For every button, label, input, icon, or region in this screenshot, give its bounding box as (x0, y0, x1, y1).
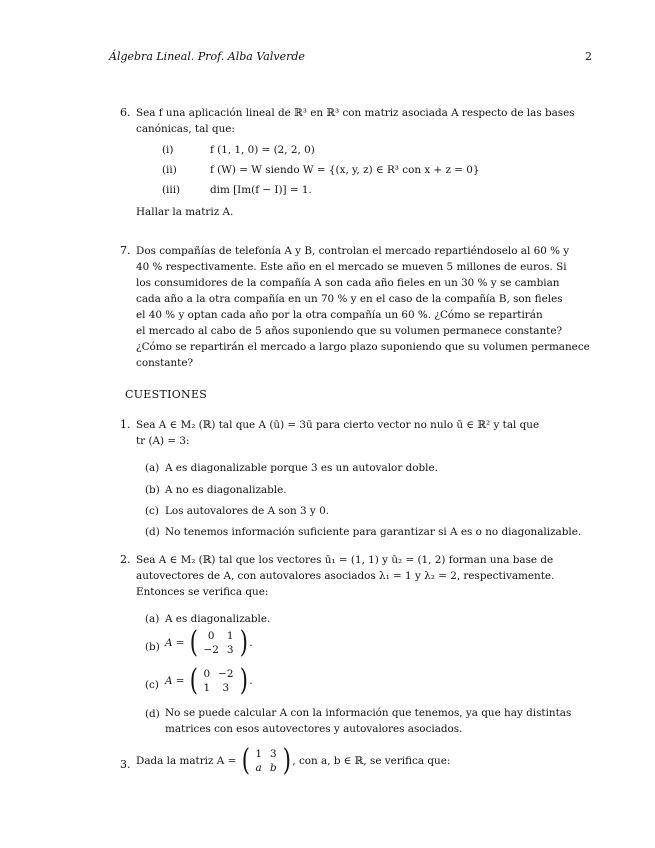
problem-7-line: constante? (136, 357, 194, 369)
option-d-line1: No se puede calcular A con la información que tenemos, ya que hay distintas (165, 707, 572, 719)
question-3-suffix: , con a, b ∈ ℝ, se verifica que: (292, 755, 451, 767)
problem-7-number: 7. (120, 244, 131, 257)
problem-6-line2: canónicas, tal que: (136, 123, 235, 135)
matrix-prefix: A = (165, 637, 185, 649)
problem-7-body (136, 243, 593, 371)
right-paren: ) (239, 625, 248, 660)
matrix-2x2 (200, 629, 238, 657)
problem-6-item-label: (iii) (162, 184, 181, 196)
matrix-suffix: . (249, 675, 253, 687)
matrix-cell: 1 (255, 748, 262, 760)
problem-7-line: ¿Cómo se repartirán el mercado a largo plazo suponiendo que su volumen permanece (136, 341, 590, 353)
matrix-cell: a (255, 762, 262, 774)
option-label: (b) (145, 641, 160, 653)
matrix-cell: b (269, 762, 277, 774)
matrix-cell: −2 (203, 644, 219, 656)
right-paren: ) (239, 663, 248, 698)
option-label: (d) (145, 708, 160, 720)
option-label: (a) (145, 613, 160, 625)
problem-6-number: 6. (120, 106, 131, 119)
option-b-matrix-expression (165, 625, 253, 660)
option-label: (a) (145, 462, 160, 474)
problem-7-line: el mercado al cabo de 5 años suponiendo que su volumen permanece constante? (136, 325, 563, 337)
matrix-2x2 (200, 667, 238, 695)
question-3-prefix: Dada la matriz A = (136, 755, 237, 767)
option-text: A no es diagonalizable. (165, 484, 287, 496)
question-1-number: 1. (120, 418, 131, 431)
matrix-cell: 1 (226, 630, 234, 642)
matrix-cell: 1 (203, 682, 211, 694)
problem-7-line: los consumidores de la compañía A son cada año fieles en un 30 % y se cambian (136, 277, 560, 289)
problem-6-item-label: (i) (162, 144, 174, 156)
matrix-cell: 0 (203, 668, 211, 680)
left-paren: ( (189, 625, 198, 660)
option-text: A es diagonalizable. (165, 613, 271, 625)
matrix-suffix: . (249, 637, 253, 649)
problem-7-line: el 40 % y optan cada año por la otra compañía un 60 %. ¿Cómo se repartirán (136, 309, 543, 321)
matrix-cell: 3 (269, 748, 277, 760)
matrix-cell: 3 (222, 682, 230, 694)
problem-7-line: 40 % respectivamente. Este año en el mercado se mueven 5 millones de euros. Si (136, 261, 567, 273)
question-2-line3: Entonces se verifica que: (136, 586, 269, 598)
problem-6-line1: Sea f una aplicación lineal de ℝ³ en ℝ³ con matriz asociada A respecto de las bases (136, 107, 575, 119)
problem-7-line: cada año a la otra compañía en un 70 % y en el caso de la compañía B, son fieles (136, 293, 563, 305)
option-label: (c) (145, 679, 159, 691)
section-title: CUESTIONES (125, 388, 208, 401)
problem-6-closing: Hallar la matriz A. (136, 206, 234, 218)
matrix-cell: 0 (207, 630, 215, 642)
matrix-cell: −2 (218, 668, 234, 680)
matrix-cell: 3 (226, 644, 234, 656)
left-paren: ( (241, 743, 250, 778)
option-d-line2: matrices con esos autovectores y autovalores asociados. (165, 723, 463, 735)
option-text: A es diagonalizable porque 3 es un autovalor doble. (165, 462, 438, 474)
question-3-number: 3. (120, 758, 131, 771)
right-paren: ) (282, 743, 291, 778)
question-1-line2: tr (A) = 3: (136, 435, 190, 447)
option-text: Los autovalores de A son 3 y 0. (165, 505, 329, 517)
problem-7-line: Dos compañías de telefonía A y B, controlan el mercado repartiéndoselo al 60 % y (136, 245, 570, 257)
problem-6-item-label: (ii) (162, 164, 177, 176)
running-header: Álgebra Lineal. Prof. Alba Valverde (109, 50, 305, 63)
option-label: (b) (145, 484, 160, 496)
question-2-line2: autovectores de A, con autovalores asociados λ₁ = 1 y λ₂ = 2, respectivamente. (136, 570, 555, 582)
question-2-line1: Sea A ∈ M₂ (ℝ) tal que los vectores ū₁ = (1, 1) y ū₂ = (1, 2) forman una base de (136, 554, 554, 566)
matrix-prefix: A = (165, 675, 185, 687)
option-label: (c) (145, 505, 159, 517)
question-1-line1: Sea A ∈ M₂ (ℝ) tal que A (ū) = 3ū para cierto vector no nulo ū ∈ ℝ² y tal que (136, 419, 540, 431)
question-3-expression (136, 743, 451, 778)
option-c-matrix-expression (165, 663, 253, 698)
option-label: (d) (145, 526, 160, 538)
problem-6-item-text: f (1, 1, 0) = (2, 2, 0) (210, 144, 315, 156)
matrix-2x2 (251, 747, 280, 775)
question-2-number: 2. (120, 553, 131, 566)
problem-6-item-text: f (W) = W siendo W = {(x, y, z) ∈ R³ con x + z = 0} (210, 164, 480, 176)
option-text: No tenemos información suficiente para garantizar si A es o no diagonalizable. (165, 526, 582, 538)
problem-6-item-text: dim [Im(f − I)] = 1. (210, 184, 312, 196)
page-number: 2 (585, 50, 592, 63)
left-paren: ( (189, 663, 198, 698)
